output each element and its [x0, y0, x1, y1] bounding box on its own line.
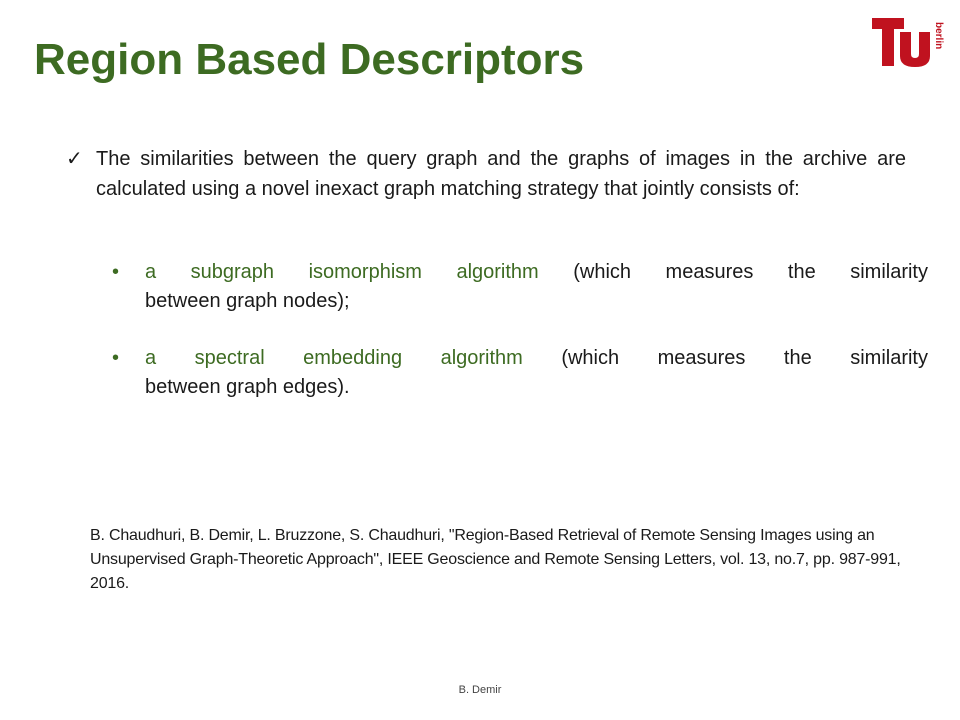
- bullet-body: [145, 258, 928, 316]
- bullet-first-line-rest: (which measures the similarity: [522, 347, 928, 369]
- bullet-item-spectral: [112, 344, 928, 402]
- bullet-body: [145, 344, 928, 402]
- bullet-highlight: a spectral embedding algorithm: [145, 347, 523, 369]
- main-point: [66, 144, 906, 204]
- checkmark-icon: ✓: [66, 148, 83, 170]
- main-point-text: The similarities between the query graph and the graphs of images in the archive are calculated using a novel inexact graph matching strategy that jointly consists of:: [96, 148, 906, 200]
- bullet-first-line-rest: (which measures the similarity: [538, 261, 928, 283]
- tu-berlin-logo: [870, 16, 944, 68]
- bullet-second-line: between graph nodes);: [145, 290, 350, 312]
- footer-author: B. Demir: [458, 684, 502, 696]
- bullet-second-line: between graph edges).: [145, 376, 350, 398]
- bullet-dot-icon: •: [112, 347, 120, 369]
- bullet-first-line: [145, 344, 928, 373]
- slide-title: Region Based Descriptors: [34, 35, 585, 84]
- bullet-highlight: a subgraph isomorphism algorithm: [145, 261, 539, 283]
- logo-berlin-text: berlin: [933, 22, 944, 50]
- bullet-item-subgraph: [112, 258, 928, 316]
- bullet-dot-icon: •: [112, 261, 120, 283]
- bullet-first-line: [145, 258, 928, 287]
- citation-reference: B. Chaudhuri, B. Demir, L. Bruzzone, S. Chaudhuri, "Region-Based Retrieval of Remote Sensing Images using an Unsupervised Graph-Theoretic Approach", IEEE Geoscience and Remote Sensing Letters, vol. 13, no.7, pp. 987-991, 2016.: [90, 527, 901, 592]
